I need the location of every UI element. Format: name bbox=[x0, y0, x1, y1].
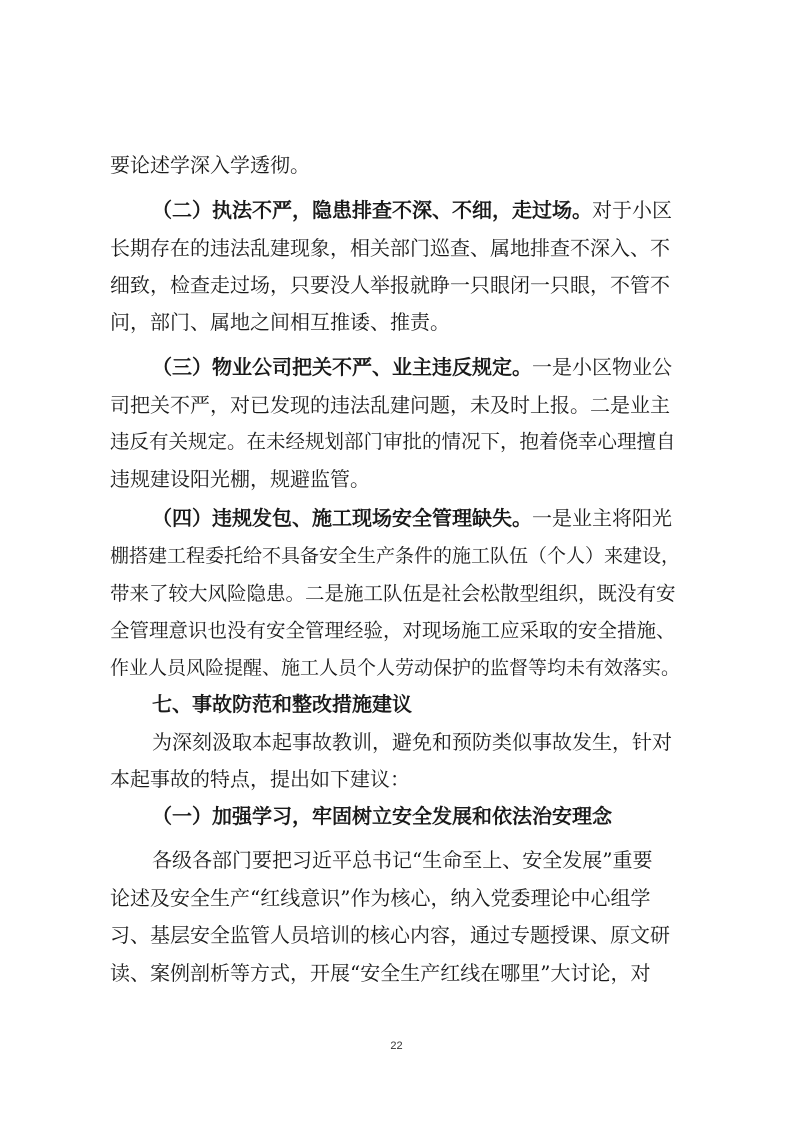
text-line: 为深刻汲取本起事故教训，避免和预防类似事故发生，针对 bbox=[152, 730, 672, 754]
text-line: 问，部门、属地之间相互推诿、推责。 bbox=[110, 310, 450, 334]
paragraph-heading: （四）违规发包、施工现场安全管理缺失。 bbox=[152, 506, 532, 530]
text-line: 全管理意识也没有安全管理经验，对现场施工应采取的安全措施、 bbox=[110, 619, 676, 642]
text-line: 细致，检查走过场，只要没人举报就睁一只眼闭一只眼，不管不 bbox=[110, 273, 670, 297]
paragraph-heading: （二）执法不严，隐患排查不深、不细，走过场。 bbox=[152, 198, 592, 222]
text-line: 各级各部门要把习近平总书记“生命至上、安全发展”重要 bbox=[152, 848, 653, 872]
paragraph-heading: （三）物业公司把关不严、业主违反规定。 bbox=[152, 355, 532, 379]
paragraph-heading-line bbox=[152, 353, 672, 381]
text-line: 作业人员风险提醒、施工人员个人劳动保护的监督等均未有效落实。 bbox=[110, 657, 681, 679]
text-line: 读、案例剖析等方式，开展“安全生产红线在哪里”大讨论，对 bbox=[110, 961, 651, 985]
paragraph-text: 对于小区 bbox=[592, 198, 672, 222]
text-line: 违反有关规定。在未经规划部门审批的情况下，抱着侥幸心理擅自 bbox=[110, 430, 676, 453]
text-line: 长期存在的违法乱建现象，相关部门巡查、属地排查不深入、不 bbox=[110, 236, 670, 260]
text-line: 棚搭建工程委托给不具备安全生产条件的施工队伍（个人）来建设， bbox=[110, 545, 681, 567]
text-line: 本起事故的特点，提出如下建议： bbox=[110, 767, 410, 791]
text-line: 违规建设阳光棚，规避监管。 bbox=[110, 467, 370, 491]
paragraph-text: 一是业主将阳光 bbox=[532, 506, 672, 530]
section-heading: 七、事故防范和整改措施建议 bbox=[152, 692, 412, 716]
page-number: 22 bbox=[390, 1040, 403, 1052]
text-line: 习、基层安全监管人员培训的核心内容，通过专题授课、原文研 bbox=[110, 923, 670, 947]
paragraph-heading-line bbox=[152, 504, 672, 532]
text-line: 要论述学深入学透彻。 bbox=[110, 153, 310, 177]
sub-heading: （一）加强学习，牢固树立安全发展和依法治安理念 bbox=[152, 804, 612, 828]
paragraph-text: 一是小区物业公 bbox=[532, 355, 672, 379]
text-line: 司把关不严，对已发现的违法乱建问题，未及时上报。二是业主 bbox=[110, 393, 670, 417]
text-line: 带来了较大风险隐患。二是施工队伍是社会松散型组织，既没有安 bbox=[110, 582, 676, 605]
text-line: 论述及安全生产“红线意识”作为核心，纳入党委理论中心组学 bbox=[110, 886, 651, 910]
paragraph-heading-line bbox=[152, 196, 672, 224]
